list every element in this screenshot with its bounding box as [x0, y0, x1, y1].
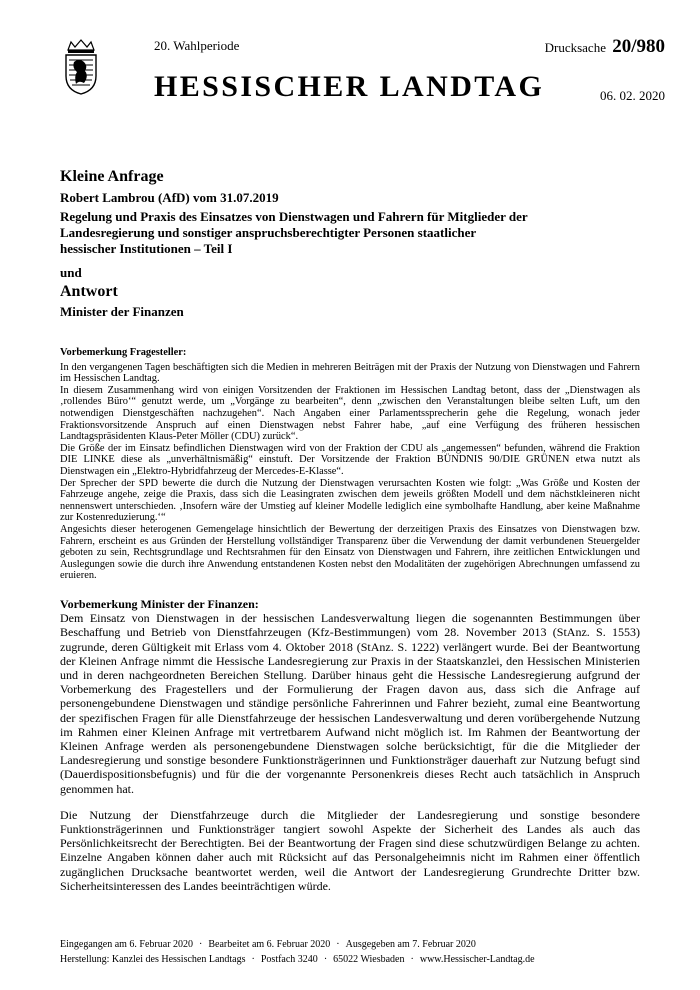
subject-title: Regelung und Praxis des Einsatzes von Dienstwagen und Fahrern für Mitglieder der Landesregierung und sonstiger anspruchsberechtigter Personen staatlicher hessischer Institutionen – Teil I: [60, 209, 528, 256]
footer-separator: ·: [199, 939, 203, 950]
ort: 65022 Wiesbaden: [333, 954, 405, 965]
website-link[interactable]: www.Hessischer-Landtag.de: [419, 954, 535, 965]
vorbemerkung-fragesteller-heading: Vorbemerkung Fragesteller:: [60, 347, 187, 358]
drucksache-number: 20/980: [612, 36, 665, 57]
footer: [60, 937, 640, 967]
eingegangen-date: Eingegangen am 6. Februar 2020: [60, 939, 194, 950]
title-block: [60, 168, 660, 320]
paragraph: In diesem Zusammenhang wird von einigen Vorsitzenden der Fraktionen im Hessischen Landtag betont, dass der „Dienstwagen als ‚rollendes Büro‘“ genutzt werde, um „Vorgänge zu bearbeiten“, denn „zwischen den Veranstaltungen bleibe selten Luft, um den notwendigen Dienstgeschäften nachzugehen“. Nach Angaben einer Parlamentssprecherin gehe die Regelung, wonach jeder Fraktionsvorsitzende Anspruch auf einen Dienstwagen nebst Fahrer habe, „auf eine Verfügung des früheren hessischen Landtagspräsidenten Klaus-Peter Möller (CDU) zurück“.: [60, 384, 640, 443]
antwort-heading: Antwort: [60, 283, 118, 300]
vorbemerkung-fragesteller: [60, 347, 640, 582]
paragraph: Angesichts dieser heterogenen Gemengelage hinsichtlich der Bewertung der derzeitigen Praxis des Einsatzes von Dienstwagen bzw. Fahrern, erscheint es aus Gründen der Herstellung vollständiger Transparenz über die Verwendung der damit verbundenen Steuergelder geboten zu sein, Rechtsgrundlage und Rechtsrahmen für den Einsatz von Dienstwagen und Fahrern, ihre zeitlichen Entwicklungen und Auslegungen sowie die durch ihre Anwendung entstandenen Kosten nebst den Modalitäten der zugehörigen Abrechnungen umfassend zu eruieren.: [60, 523, 640, 582]
footer-dates: [60, 937, 640, 952]
footer-separator: ·: [410, 954, 414, 965]
footer-separator: ·: [336, 939, 340, 950]
paragraph: Dem Einsatz von Dienstwagen in der hessischen Landesverwaltung liegen die sogenannten Bestimmungen über Beschaffung und Betrieb von Dienstfahrzeugen (Kfz-Bestimmungen) vom 28. November 2013 (StAnz. S. 1553) zugrunde, deren Gültigkeit mit Erlass vom 4. Oktober 2018 (StAnz. S. 1222) verlängert wurde. Bei der Beantwortung der Kleinen Anfrage nimmt die Hessische Landesregierung zur Praxis in der Staatskanzlei, den Hessischen Ministerien und in deren nachgeordneten Bereichen Stellung. Darüber hinaus geht die Hessische Landesregierung aufgrund der Vorbemerkung des Fragestellers und der Formulierung der Fragen davon aus, dass sich die Anfrage auf personengebundene Dienstwagen und ständige persönliche Fahrerinnen und Fahrer bezieht, zumal eine Beantwortung der spezifischen Fragen für alle Dienstfahrzeuge der hessischen Landesverwaltung und deren vorübergehende Nutzung im Rahmen einer Kleinen Anfrage mit vertretbarem Aufwand nicht möglich ist. Im Rahmen der Beantwortung der Kleinen Anfrage werden als personengebundene Dienstwagen solche berücksichtigt, für die die Mitglieder der Landesregierung und sonstige besondere Funktionsträgerinnen und Funktionsträger dauerhaft zur Nutzung befugt sind (Dauerdispositionsbefugnis) und für die der vorgenannte Personenkreis dieses Recht auch tatsächlich in Anspruch genommen hat.: [60, 611, 640, 796]
paragraph: Der Sprecher der SPD bewerte die durch die Nutzung der Dienstwagen verursachten Kosten wie folgt: „Was Größe und Kosten der Fahrzeuge angehe, zeige die Praxis, dass sich die Leasingraten zwischen dem jeweils größten Modell und dem nächstkleineren nicht nennenswert unterschieden. ‚Insofern wäre der Umstieg auf kleiner Modelle lediglich eine symbolhafte Handlung, aber keine Maßnahme zur Kostenreduzierung.‘“: [60, 477, 640, 524]
und-label: und: [60, 265, 82, 280]
minister-line: Minister der Finanzen: [60, 304, 184, 319]
footer-publisher: [60, 952, 640, 967]
parliament-name: HESSISCHER LANDTAG: [154, 70, 545, 103]
footer-separator: ·: [251, 954, 255, 965]
vorbemerkung-minister-heading: Vorbemerkung Minister der Finanzen:: [60, 597, 259, 611]
drucksache: [545, 36, 665, 58]
author-line: Robert Lambrou (AfD) vom 31.07.2019: [60, 190, 279, 205]
vorbemerkung-minister: [60, 597, 640, 893]
document-date: 06. 02. 2020: [600, 88, 665, 103]
hessen-crest-icon: [62, 38, 100, 96]
paragraph: In den vergangenen Tagen beschäftigten sich die Medien in mehreren Beiträgen mit der Praxis der Nutzung von Dienstwagen und Fahrern im Hessischen Landtag.: [60, 361, 640, 385]
kleine-anfrage-heading: Kleine Anfrage: [60, 168, 164, 185]
herstellung: Herstellung: Kanzlei des Hessischen Landtags: [60, 954, 246, 965]
wahlperiode: 20. Wahlperiode: [154, 38, 240, 53]
paragraph: Die Größe der im Einsatz befindlichen Dienstwagen wird von der Fraktion der CDU als „angemessen“ befunden, während die Fraktion DIE LINKE diese als „unverhältnismäßig“ einstuft. Der Vorsitzende der Fraktion BÜNDNIS 90/DIE GRÜNEN etwa nutzt als Dienstwagen ein „Elektro-Hybridfahrzeug der Mercedes-E-Klasse“.: [60, 442, 640, 477]
paragraph: Die Nutzung der Dienstfahrzeuge durch die Mitglieder der Landesregierung und sonstige besondere Funktionsträgerinnen und Funktionsträger tangiert sowohl Aspekte der Sicherheit des Landes als auch das Persönlichkeitsrecht der Berechtigten. Bei der Beantwortung der Fragen sind diese schutzwürdigen Belange zu achten. Einzelne Angaben können daher auch mit Rücksicht auf das Personalgeheimnis nicht im Rahmen einer öffentlich zugänglichen Drucksache beantwortet werden, weil die Antwort der Landesregierung Grundrechte Dritter bzw. Sicherheitsinteressen des Landes beeinträchtigen würde.: [60, 807, 640, 893]
postfach: Postfach 3240: [260, 954, 318, 965]
drucksache-label: Drucksache: [544, 40, 606, 55]
ausgegeben-date: Ausgegeben am 7. Februar 2020: [345, 939, 476, 950]
bearbeitet-date: Bearbeitet am 6. Februar 2020: [208, 939, 331, 950]
footer-separator: ·: [323, 954, 328, 965]
